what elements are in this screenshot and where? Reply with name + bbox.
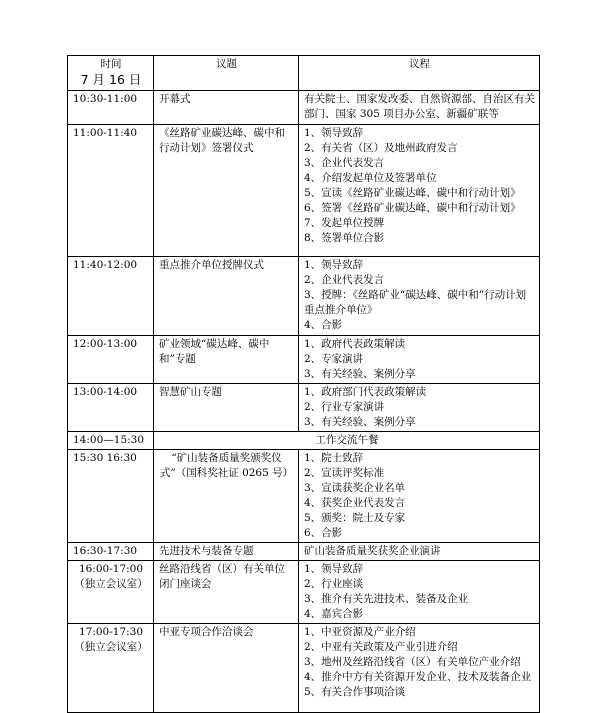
agenda-cell	[299, 543, 540, 561]
agenda-cell	[299, 336, 540, 384]
agenda-item: 5、宣读《丝路矿业碳达峰、碳中和行动计划》	[304, 187, 521, 199]
agenda-item: 8、签署单位合影	[304, 232, 385, 244]
agenda-item: 2、有关省（区）及地州政府发言	[304, 142, 458, 154]
table-row	[68, 432, 540, 450]
table-row	[68, 543, 540, 561]
agenda-item: 2、中亚有关政策及产业引进介绍	[304, 641, 458, 653]
agenda-cell	[299, 561, 540, 624]
agenda-item: 2、专家演讲	[304, 353, 364, 365]
topic-cell: 重点推介单位授牌仪式	[154, 257, 299, 336]
agenda-item: 3、有关经验、案例分享	[304, 416, 416, 428]
time-cell: 11:00-11:40	[68, 125, 154, 257]
table-row	[68, 125, 540, 257]
agenda-item: 4、合影	[304, 319, 343, 331]
agenda-item: 1、领导致辞	[304, 563, 364, 575]
topic-cell: 开幕式	[154, 91, 299, 125]
table-row	[68, 91, 540, 125]
agenda-item: 1、领导致辞	[304, 259, 364, 271]
agenda-item: 2、宣读评奖标准	[304, 467, 385, 479]
topic-cell: 《丝路矿业碳达峰、碳中和行动计划》签署仪式	[154, 125, 299, 257]
agenda-cell	[299, 91, 540, 125]
agenda-item: 1、政府代表政策解读	[304, 338, 406, 350]
agenda-item: 3、地州及丝路沿线省（区）有关单位产业介绍	[304, 656, 521, 668]
time-cell: 11:40-12:00	[68, 257, 154, 336]
table-row	[68, 561, 540, 624]
agenda-item: 4、获奖企业代表发言	[304, 497, 406, 509]
topic-cell: 丝路沿线省（区）有关单位闭门座谈会	[154, 561, 299, 624]
agenda-item: 2、企业代表发言	[304, 274, 385, 286]
agenda-item: 1、政府部门代表政策解读	[304, 386, 427, 398]
header-agenda: 议程	[299, 56, 540, 91]
agenda-cell	[299, 384, 540, 432]
header-date: 7 月 16 日	[80, 72, 142, 87]
agenda-item: 7、发起单位授牌	[304, 217, 385, 229]
table-row	[68, 257, 540, 336]
agenda-cell	[299, 257, 540, 336]
agenda-cell	[299, 624, 540, 713]
header-time	[68, 56, 154, 91]
agenda-item: 2、行业座谈	[304, 578, 364, 590]
agenda-item: 2、行业专家演讲	[304, 401, 385, 413]
time-cell: 13:00-14:00	[68, 384, 154, 432]
agenda-item: 3、宣读获奖企业名单	[304, 482, 406, 494]
agenda-item: 1、院士致辞	[304, 452, 364, 464]
time-cell: 16:00-17:00 （独立会议室）	[68, 561, 154, 624]
agenda-item: 6、签署《丝路矿业碳达峰、碳中和行动计划》	[304, 202, 521, 214]
agenda-item: 3、授牌：《丝路矿业“碳达峰、碳中和”行动计划重点推介单位》	[304, 289, 527, 316]
agenda-item: 4、介绍发起单位及签署单位	[304, 172, 437, 184]
agenda-item: 1、中亚资源及产业介绍	[304, 626, 416, 638]
agenda-item: 4、推介中方有关资源开发企业、技术及装备企业	[304, 671, 532, 683]
topic-cell: 智慧矿山专题	[154, 384, 299, 432]
time-cell: 12:00-13:00	[68, 336, 154, 384]
agenda-item: 4、嘉宾合影	[304, 608, 364, 620]
topic-cell: 先进技术与装备专题	[154, 543, 299, 561]
table-row	[68, 336, 540, 384]
agenda-item: 5、颁奖：院士及专家	[304, 512, 406, 524]
agenda-cell	[299, 450, 540, 543]
time-cell: 15:30 16:30	[68, 450, 154, 543]
time-cell: 14:00—15:30	[68, 432, 154, 450]
agenda-item: 1、领导致辞	[304, 127, 364, 139]
agenda-item: 5、有关合作事项洽谈	[304, 686, 406, 698]
header-time-label: 时间	[100, 58, 122, 70]
header-row	[68, 56, 540, 91]
agenda-table	[67, 55, 540, 713]
agenda-item: 矿山装备质量奖获奖企业演讲	[304, 545, 441, 557]
topic-cell: 矿业领域“碳达峰、碳中和”专题	[154, 336, 299, 384]
time-cell: 17:00-17:30 （独立会议室）	[68, 624, 154, 713]
agenda-item: 有关院士、国家发改委、自然资源部、自治区有关部门、国家 305 项目办公室、新疆矿联等	[304, 93, 535, 120]
agenda-item: 3、推介有关先进技术、装备及企业	[304, 593, 469, 605]
table-row	[68, 384, 540, 432]
topic-cell: 中亚专项合作洽谈会	[154, 624, 299, 713]
time-cell: 16:30-17:30	[68, 543, 154, 561]
table-row	[68, 624, 540, 713]
agenda-item: 3、有关经验、案例分享	[304, 368, 416, 380]
lunch-cell: 工作交流午餐	[154, 432, 540, 450]
header-topic: 议题	[154, 56, 299, 91]
time-cell: 10:30-11:00	[68, 91, 154, 125]
topic-cell: “矿山装备质量奖颁奖仪式”（国科奖社证 0265 号）	[154, 450, 299, 543]
agenda-item: 6、合影	[304, 527, 343, 539]
table-row	[68, 450, 540, 543]
agenda-item: 3、企业代表发言	[304, 157, 385, 169]
agenda-cell	[299, 125, 540, 257]
agenda-rows	[68, 91, 540, 713]
